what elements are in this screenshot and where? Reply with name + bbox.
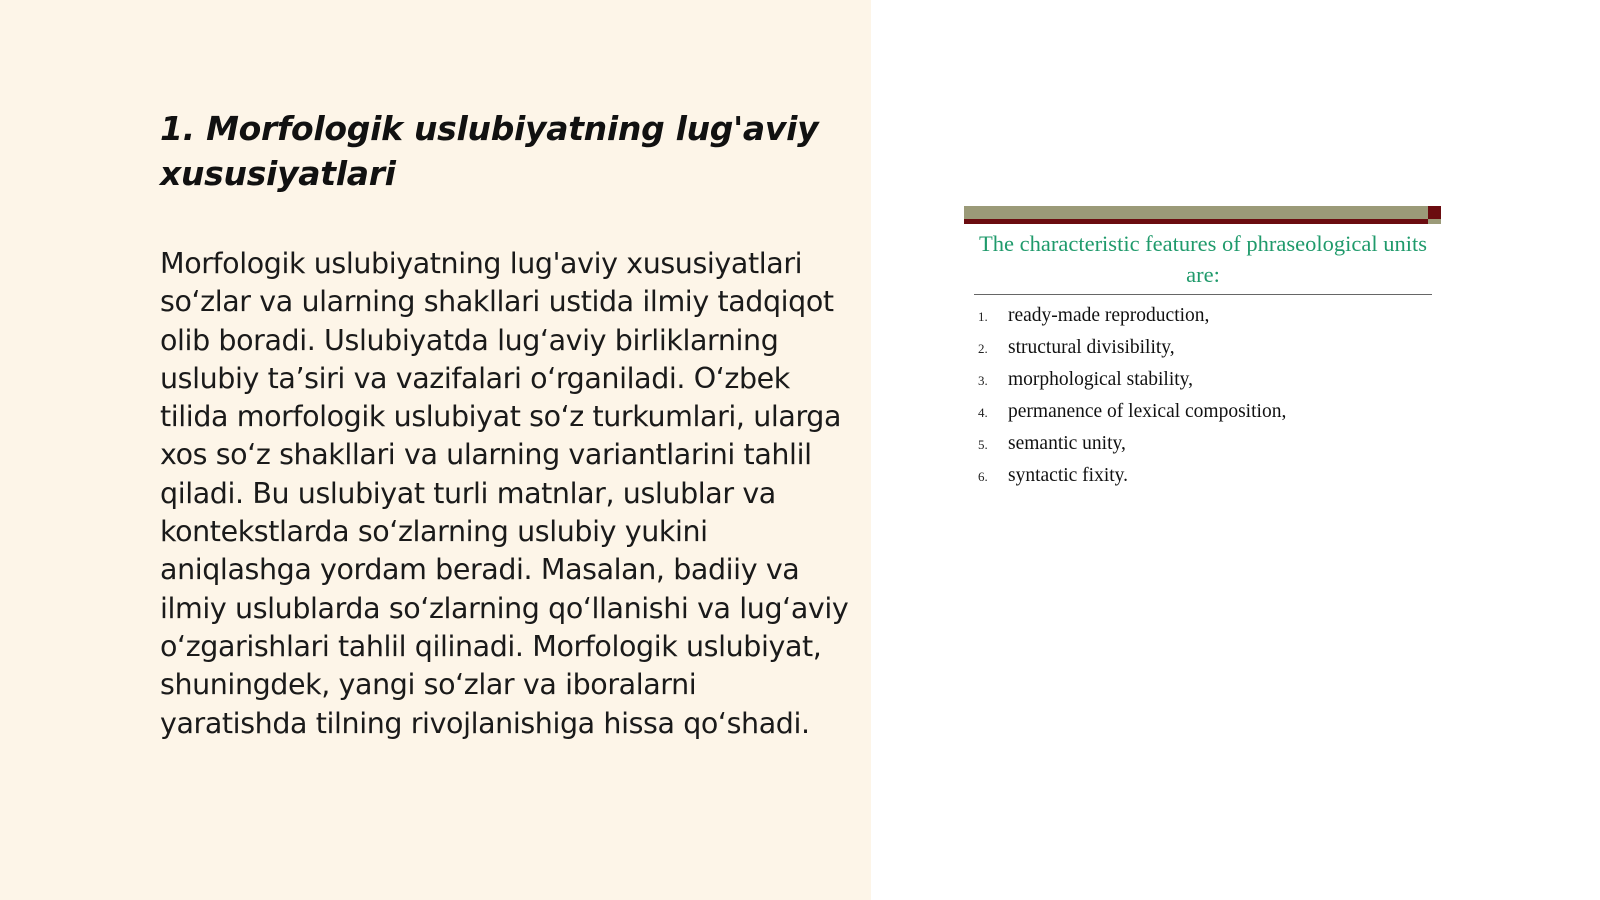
list-item-number: 1.	[978, 309, 988, 324]
list-item-number: 5.	[978, 437, 988, 452]
list-item	[978, 367, 1286, 399]
decorative-bar-olive	[964, 206, 1428, 219]
features-list	[978, 303, 1286, 495]
list-item-text: permanence of lexical composition,	[1008, 401, 1287, 422]
list-item	[978, 303, 1286, 335]
list-item-text: semantic unity,	[1008, 433, 1126, 454]
list-item	[978, 431, 1286, 463]
list-item-text: structural divisibility,	[1008, 337, 1175, 358]
list-item-text: ready-made reproduction,	[1008, 305, 1210, 326]
list-item-number: 2.	[978, 341, 988, 356]
slide-heading: 1. Morfologik uslubiyatning lug'aviy xususiyatlari	[160, 109, 819, 193]
list-item	[978, 335, 1286, 367]
list-item-number: 6.	[978, 469, 988, 484]
figure-title: The characteristic features of phraseological units are:	[979, 231, 1427, 287]
list-item	[978, 463, 1286, 495]
decorative-bar-maroon	[964, 219, 1428, 224]
list-item-number: 4.	[978, 405, 988, 420]
decorative-bar-end-olive	[1428, 219, 1441, 224]
decorative-bar-end-maroon	[1428, 206, 1441, 219]
phraseological-features-figure	[964, 206, 1441, 506]
list-item-text: morphological stability,	[1008, 369, 1194, 390]
slide-body-text: Morfologik uslubiyatning lug'aviy xususiyatlari so‘zlar va ularning shakllari ustida ilmiy tadqiqot olib boradi. Uslubiyatda lug‘aviy birliklarning uslubiy ta’siri va vazifalari o‘rganiladi. O‘zbek tilida morfologik uslubiyat so‘z turkumlari, ularga xos so‘z shakllari va ularning variantlarini tahlil qiladi. Bu uslubiyat turli matnlar, uslublar va kontekstlarda so‘zlarning uslubiy yukini aniqlashga yordam beradi. Masalan, badiiy va ilmiy uslublarda so‘zlarning qo‘llanishi va lug‘aviy o‘zgarishlari tahlil qilinadi. Morfologik uslubiyat, shuningdek, yangi so‘zlar va iboralarni yaratishda tilning rivojlanishiga hissa qo‘shadi.	[160, 247, 849, 740]
list-item	[978, 399, 1286, 431]
figure-divider	[974, 294, 1432, 295]
list-item-text: syntactic fixity.	[1008, 465, 1129, 486]
list-item-number: 3.	[978, 373, 988, 388]
